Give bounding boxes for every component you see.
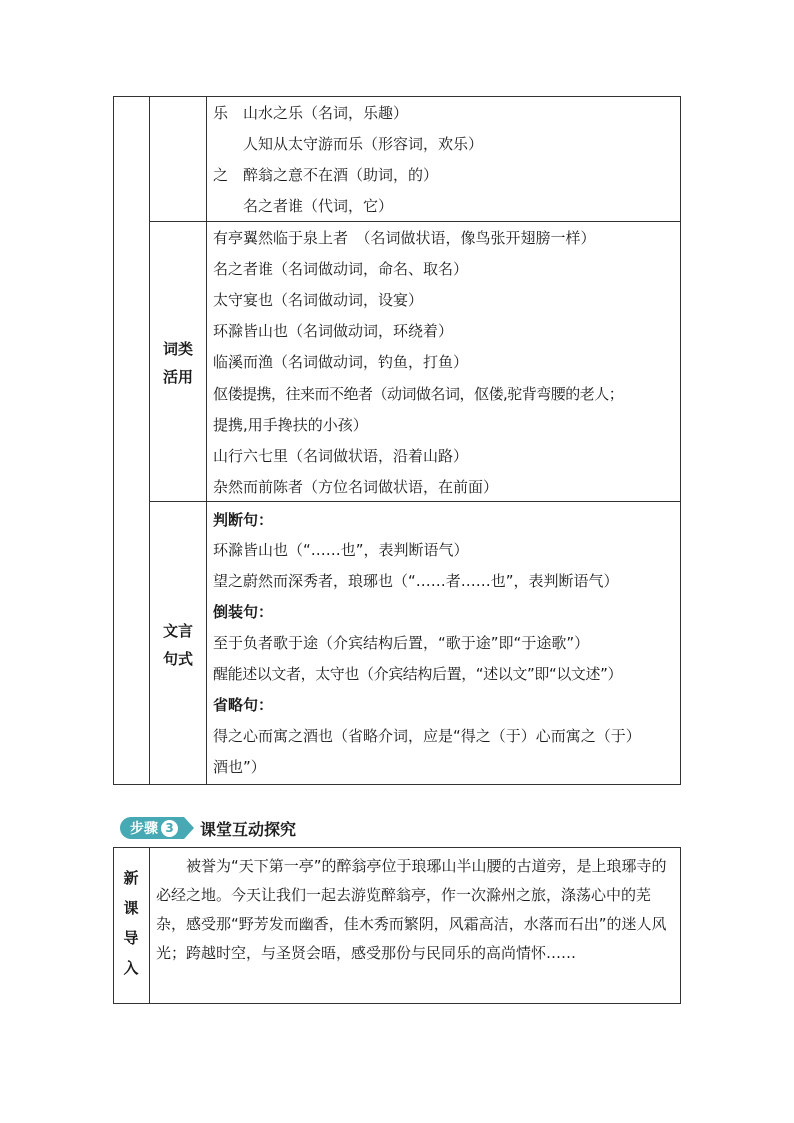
table1-right-border [680,96,681,785]
row2-category-label [149,338,207,388]
row2-line: 太守宴也（名词做动词，设宴） [213,291,424,309]
intro-label-char: 课 [123,899,139,917]
step-arrow-icon [184,817,194,839]
row2-line: 提携,用手搀扶的小孩） [213,416,368,434]
step-label: 步骤 [130,821,158,837]
row3-label-line: 文言 [162,622,193,640]
intro-label-char: 入 [123,959,139,977]
table1-row1-bottom-border [149,221,681,222]
row2-line: 环滁皆山也（名词做动词，环绕着） [213,322,454,340]
row1-line: 之 醉翁之意不在酒（助词，的） [213,166,439,184]
intro-label-char: 导 [123,929,139,947]
row1-line: 名之者谁（代词，它） [243,197,394,215]
row2-label-line: 活用 [162,368,193,386]
step-banner [120,816,296,840]
ellipsis-sentence-heading: 省略句： [213,696,274,714]
step-number-badge: 3 [161,820,178,837]
table1-top-border [113,96,681,97]
row2-line: 临溪而渔（名词做动词，钓鱼，打鱼） [213,353,469,371]
row1-line: 乐 山水之乐（名词，乐趣） [213,104,409,122]
row3-category-label [149,620,207,670]
step-title: 课堂互动探究 [200,819,297,839]
table1-col1-divider [149,96,150,785]
intro-paragraph: 被誉为“天下第一亭”的醉翁亭位于琅琊山半山腰的古道旁，是上琅琊寺的必经之地。今天让我们一起去游览醉翁亭，作一次滁州之旅，涤荡心中的芜杂，感受那“野芳发而幽香，佳木秀而繁阴，风霜高洁，水落而石出”的迷人风光；跨越时空，与圣贤会晤，感受那份与民同乐的高尚情怀…… [156,857,667,962]
row3-line: 酒也”） [213,758,266,776]
row3-line: 至于负者歌于途（介宾结构后置，“歌于途”即“于途歌”） [213,634,590,652]
row3-line: 望之蔚然而深秀者，琅琊也（“……者……也”，表判断语气） [213,572,619,590]
row2-line: 有亭翼然临于泉上者 （名词做状语，像鸟张开翅膀一样） [213,229,596,247]
row1-line: 人知从太守游而乐（形容词，欢乐） [243,135,484,153]
table1-col2-divider [206,96,207,785]
table2-bottom-border [113,1003,681,1004]
row3-line: 得之心而寓之酒也（省略介词，应是“得之（于）心而寓之（于） [213,727,641,745]
row2-line: 杂然而前陈者（方位名词做状语，在前面） [213,478,499,496]
intro-label [113,868,149,988]
table1-row2-bottom-border [149,501,681,502]
row2-label-line: 词类 [162,340,193,358]
inversion-sentence-heading: 倒装句： [213,603,274,621]
intro-label-char: 新 [123,869,139,887]
row3-line: 环滁皆山也（“……也”，表判断语气） [213,541,469,559]
judgment-sentence-heading: 判断句： [213,511,274,529]
row3-label-line: 句式 [162,650,193,668]
table2-top-border [113,847,681,848]
table1-left-border [113,96,114,785]
row2-line: 伛偻提携，往来而不绝者（动词做名词，伛偻,驼背弯腰的老人； [213,385,624,403]
table2-col-divider [149,847,150,1004]
step-pill [120,817,184,839]
row2-line: 名之者谁（名词做动词，命名、取名） [213,260,469,278]
table2-right-border [680,847,681,1004]
table1-bottom-border [113,784,681,785]
row3-line: 醒能述以文者，太守也（介宾结构后置，“述以文”即“以文述”） [213,665,623,683]
row2-line: 山行六七里（名词做状语，沿着山路） [213,447,469,465]
